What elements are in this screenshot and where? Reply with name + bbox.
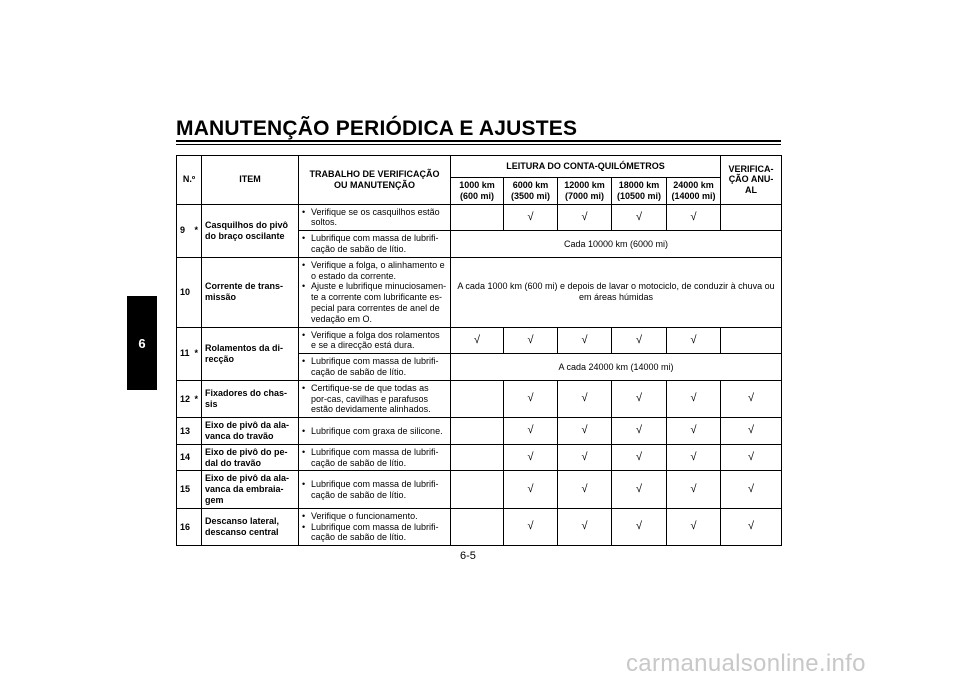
check-cell: √ [558,508,612,545]
row-item: Descanso lateral, descanso central [202,508,299,545]
check-cell: √ [558,444,612,471]
row-work: • Certifique-se de que todas as por-cas, cavilhas e parafusos estão devidamente alinhados. [299,380,451,417]
row-number: 14 [177,444,202,471]
header-item: ITEM [202,156,299,205]
annual-check-cell: √ [721,418,782,445]
row-number: 10 [177,257,202,327]
check-cell: √ [558,327,612,354]
check-cell: √ [667,204,721,231]
table-row [177,444,782,471]
page-number: 6-5 [460,550,476,562]
annual-check-cell: √ [721,508,782,545]
row-work: • Verifique a folga, o alinhamento e o estado da corrente. • Ajuste e lubrifique minuciosamen-te a corrente com lubrificante es-pecial para correntes de anel de vedação em O. [299,257,451,327]
annual-check-cell: √ [721,471,782,508]
check-cell: √ [667,327,721,354]
row-work: • Lubrifique com massa de lubrifi-cação de sabão de lítio. [299,471,451,508]
row-work: • Verifique se os casquilhos estão soltos. [299,204,451,231]
table-row [177,380,782,417]
table-row [177,257,782,327]
check-cell: √ [558,471,612,508]
row-work: • Verifique a folga dos rolamentos e se a direcção está dura. [299,327,451,354]
table-row [177,204,782,231]
table-row [177,327,782,354]
check-cell: √ [504,508,558,545]
check-cell: √ [451,327,504,354]
row-item: Casquilhos do pivô do braço oscilante [202,204,299,257]
interval-note: Cada 10000 km (6000 mi) [451,231,782,258]
row-number: 12 * [177,380,202,417]
row-item: Rolamentos da di-recção [202,327,299,380]
check-cell: √ [504,471,558,508]
check-cell: √ [558,380,612,417]
check-cell: √ [612,380,667,417]
check-cell: √ [612,444,667,471]
check-cell [451,418,504,445]
row-item: Eixo de pivô da ala-vanca do travão [202,418,299,445]
header-interval: 6000 km (3500 mi) [504,178,558,205]
check-cell: √ [667,471,721,508]
header-interval: 24000 km (14000 mi) [667,178,721,205]
table-row [177,471,782,508]
check-cell [451,444,504,471]
check-cell: √ [612,327,667,354]
header-work: TRABALHO DE VERIFICAÇÃO OU MANUTENÇÃO [299,156,451,205]
check-cell: √ [667,380,721,417]
row-number: 16 [177,508,202,545]
check-cell: √ [612,471,667,508]
title-rule-thin [176,144,781,145]
check-cell: √ [504,444,558,471]
check-cell: √ [612,508,667,545]
row-number: 11 * [177,327,202,380]
chapter-tab: 6 [127,296,157,390]
maintenance-table [176,155,782,546]
check-cell [451,380,504,417]
row-item: Eixo de pivô da ala-vanca da embraia-gem [202,471,299,508]
check-cell: √ [612,418,667,445]
title-rule-thick [176,140,781,142]
row-work: • Lubrifique com massa de lubrifi-cação de sabão de lítio. [299,231,451,258]
check-cell: √ [504,204,558,231]
table-row [177,508,782,545]
check-cell [451,471,504,508]
watermark: carmanualsonline.info [626,650,866,677]
row-work: • Verifique o funcionamento. • Lubrifique com massa de lubrifi-cação de sabão de lítio. [299,508,451,545]
row-number: 13 [177,418,202,445]
header-interval: 18000 km (10500 mi) [612,178,667,205]
check-cell: √ [667,418,721,445]
row-item: Fixadores do chas-sis [202,380,299,417]
check-cell: √ [667,444,721,471]
header-interval: 12000 km (7000 mi) [558,178,612,205]
check-cell: √ [504,380,558,417]
row-number: 9 * [177,204,202,257]
check-cell: √ [558,204,612,231]
annual-check-cell: √ [721,444,782,471]
table-row [177,418,782,445]
check-cell [451,508,504,545]
row-item: Eixo de pivô do pe-dal do travão [202,444,299,471]
check-cell: √ [667,508,721,545]
header-num: N.º [177,156,202,205]
row-item: Corrente de trans-missão [202,257,299,327]
check-cell [451,204,504,231]
check-cell: √ [504,327,558,354]
row-work: • Lubrifique com massa de lubrifi-cação de sabão de lítio. [299,444,451,471]
check-cell: √ [558,418,612,445]
header-odometer: LEITURA DO CONTA-QUILÓMETROS [451,156,721,178]
annual-check-cell [721,204,782,231]
interval-note: A cada 1000 km (600 mi) e depois de lavar o motociclo, de conduzir à chuva ou em áreas húmidas [451,257,782,327]
check-cell: √ [612,204,667,231]
row-number: 15 [177,471,202,508]
page-title: MANUTENÇÃO PERIÓDICA E AJUSTES [176,117,578,140]
row-work: • Lubrifique com massa de lubrifi-cação de sabão de lítio. [299,354,451,381]
annual-check-cell [721,327,782,354]
row-work: • Lubrifique com graxa de silicone. [299,418,451,445]
annual-check-cell: √ [721,380,782,417]
header-interval: 1000 km (600 mi) [451,178,504,205]
check-cell: √ [504,418,558,445]
interval-note: A cada 24000 km (14000 mi) [451,354,782,381]
header-annual: VERIFICA-ÇÃO ANU-AL [721,156,782,205]
